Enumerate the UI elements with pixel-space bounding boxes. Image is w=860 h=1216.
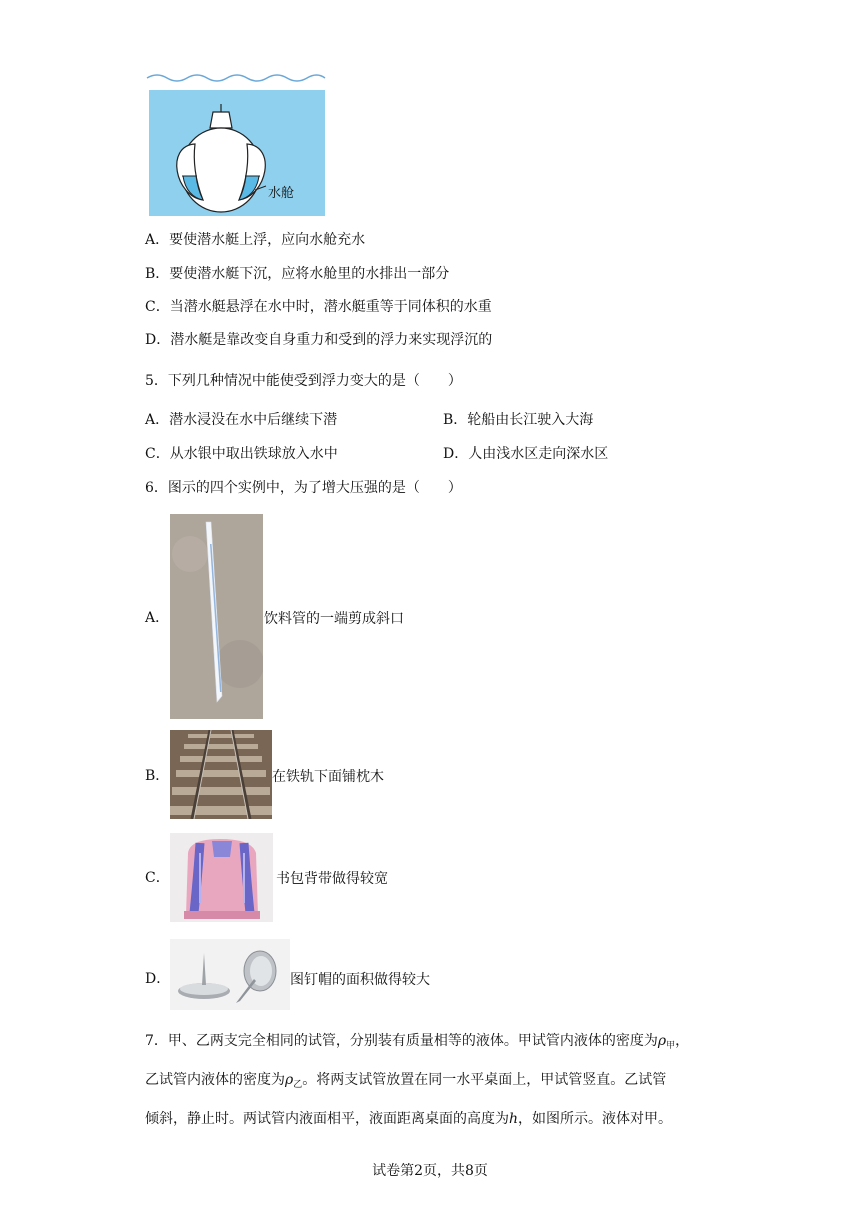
q6-option-b-letter: B． bbox=[145, 768, 170, 784]
q5-option-d: D．人由浅水区走向深水区 bbox=[443, 446, 609, 462]
q4-option-c: C．当潜水艇悬浮在水中时，潜水艇重等于同体积的水重 bbox=[145, 299, 492, 315]
thumbtack-photo bbox=[170, 939, 290, 1010]
q5-option-a: A．潜水浸没在水中后继续下潜 bbox=[145, 412, 338, 428]
q4-option-d: D．潜水艇是靠改变自身重力和受到的浮力来实现浮沉的 bbox=[145, 332, 493, 348]
water-tank-label: 水舱 bbox=[268, 186, 295, 201]
q6-option-d-text: 图钉帽的面积做得较大 bbox=[290, 972, 430, 988]
q6-option-a-text: 饮料管的一端剪成斜口 bbox=[264, 611, 404, 627]
straw-photo bbox=[170, 514, 263, 719]
q6-option-c-letter: C． bbox=[145, 870, 170, 886]
q4-option-b: B．要使潜水艇下沉，应将水舱里的水排出一部分 bbox=[145, 266, 450, 282]
submarine-figure bbox=[145, 68, 327, 218]
page-footer: 试卷第2页，共8页 bbox=[372, 1163, 488, 1179]
q7-line-1: 7．甲、乙两支完全相同的试管，分别装有质量相等的液体。甲试管内液体的密度为$\rho_甲$， bbox=[145, 1033, 690, 1051]
q6-option-b-text: 在铁轨下面铺枕木 bbox=[272, 769, 384, 785]
q6-stem: 6．图示的四个实例中，为了增大压强的是（ ） bbox=[145, 480, 462, 496]
q5-option-c: C．从水银中取出铁球放入水中 bbox=[145, 446, 338, 462]
q7-line-3: 倾斜，静止时。两试管内液面相平，液面距离桌面的高度为h，如图所示。液体对甲。 bbox=[145, 1111, 673, 1127]
railway-photo bbox=[170, 730, 272, 819]
q4-option-a: A．要使潜水艇上浮，应向水舱充水 bbox=[145, 232, 366, 248]
backpack-photo bbox=[170, 833, 273, 922]
q7-line-2: 乙试管内液体的密度为$\rho_乙$。将两支试管放置在同一水平桌面上，甲试管竖直。乙试管 bbox=[145, 1072, 667, 1090]
q6-option-d-letter: D． bbox=[145, 971, 171, 987]
q5-option-b: B．轮船由长江驶入大海 bbox=[443, 412, 594, 428]
q6-option-c-text: 书包背带做得较宽 bbox=[276, 871, 388, 887]
q5-stem: 5．下列几种情况中能使受到浮力变大的是（ ） bbox=[145, 373, 462, 389]
q6-option-a-letter: A． bbox=[145, 610, 170, 626]
